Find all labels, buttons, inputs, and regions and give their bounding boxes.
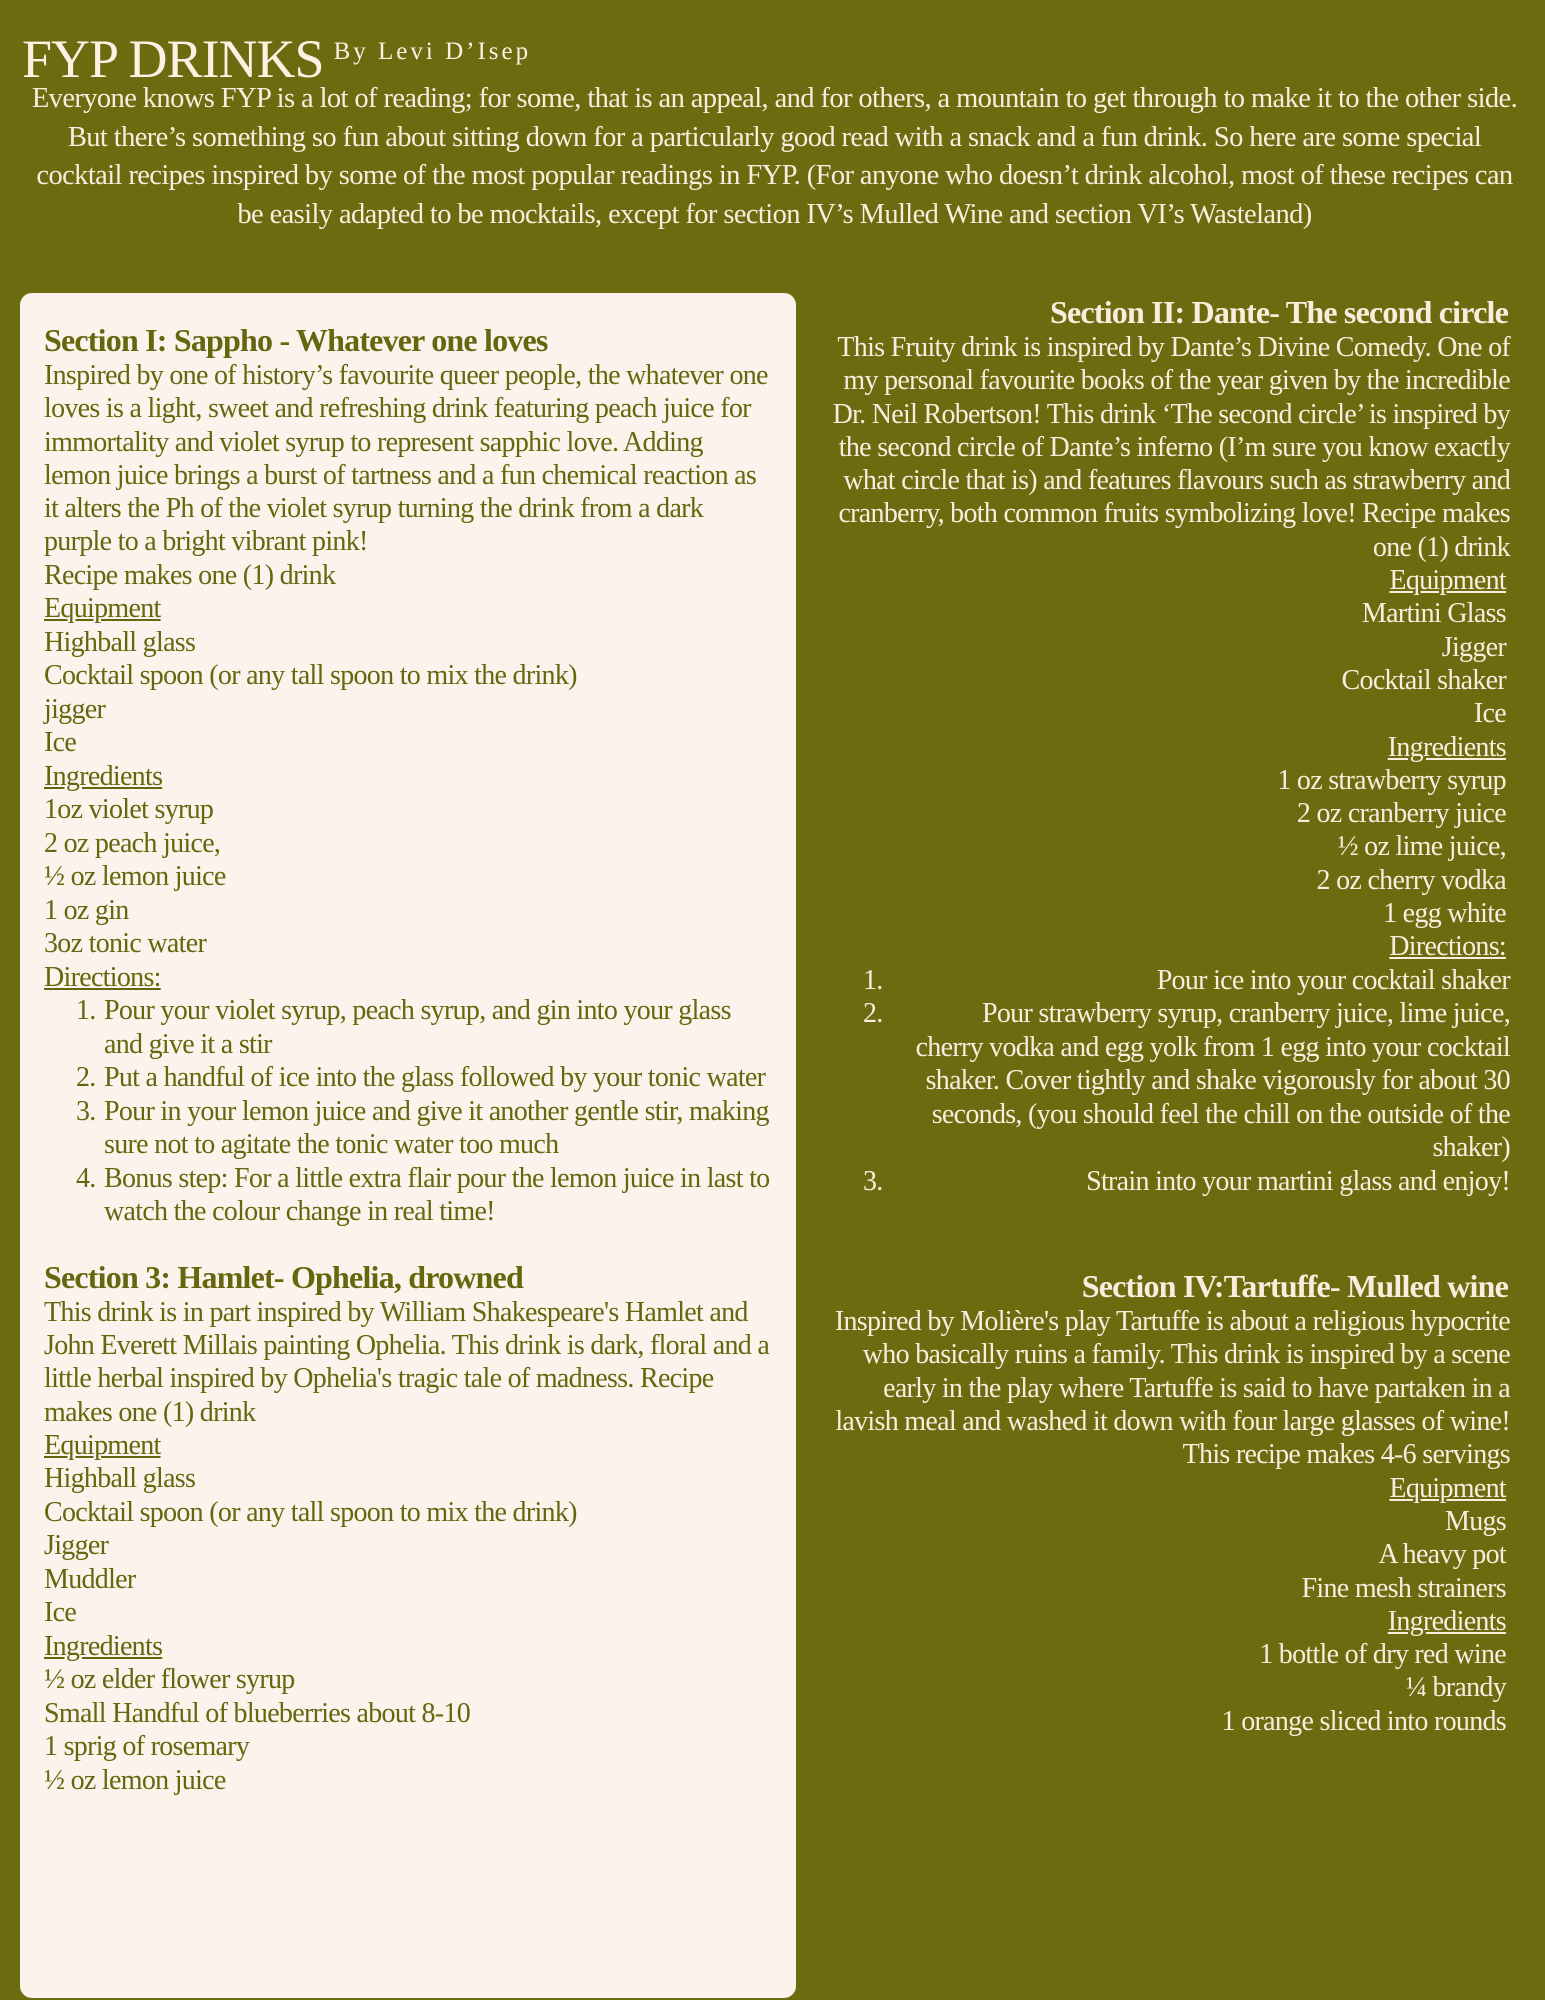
ingredient-item: ½ oz lemon juice [44,1764,226,1796]
section-description: This Fruity drink is inspired by Dante’s Divine Comedy. One of my personal favourite books of the year given by the incredible Dr. Neil Robertson! This drink ‘The second circle’ is inspired by the second circle of Dante’s inferno (I’m sure you know exactly what circle that is) and features flavours such as strawberry and cranberry, both common fruits symbolizing love! Recipe makes one (1) drink [832,332,1510,563]
equipment-item: Fine mesh strainers [1301,1572,1506,1604]
equipment-item: Cocktail spoon (or any tall spoon to mix the drink) [44,1496,577,1528]
direction-step [76,1061,772,1095]
directions-label: Directions: [1389,931,1506,963]
direction-step [815,997,1510,1165]
section-heading: Section IV:Tartuffe- Mulled wine [1081,1268,1508,1305]
section-tartuffe [815,1267,1510,1738]
direction-step [76,1095,772,1162]
step-number: 2. [863,998,883,1030]
ingredient-item: 2 oz peach juice, [44,827,221,859]
step-number: 2. [76,1062,96,1094]
equipment-item: jigger [44,693,106,725]
ingredients-label: Ingredients [1387,1605,1506,1637]
ingredient-item: 1oz violet syrup [44,794,214,826]
ingredient-item: 1 egg white [1383,898,1506,930]
direction-step [815,1165,1510,1199]
intro-paragraph: Everyone knows FYP is a lot of reading; for some, that is an appeal, and for others, a mountain to get through to make it to the other side. But there’s something so fun about sitting down for a particularly good read with a snack and a fun drink. So here are some special cocktail recipes inspired by some of the most popular readings in FYP. (For anyone who doesn’t drink alcohol, most of these recipes can be easily adapted to be mocktails, except for section IV’s Mulled Wine and section VI’s Wasteland) [31,83,1518,230]
direction-step [76,994,772,1061]
equipment-item: Ice [44,1597,77,1629]
equipment-item: Cocktail shaker [1341,664,1506,696]
step-number: 1. [76,995,96,1027]
ingredient-item: Small Handful of blueberries about 8-10 [44,1697,471,1729]
equipment-item: Martini Glass [1361,598,1506,630]
equipment-item: Ice [44,727,77,759]
ingredient-item: ½ oz lemon juice [44,861,226,893]
equipment-label: Equipment [1389,1472,1506,1504]
directions-label: Directions: [44,961,161,993]
equipment-label: Equipment [44,1429,161,1461]
ingredient-item: 2 oz cranberry juice [1296,798,1506,830]
step-text: Pour ice into your cocktail shaker [1156,964,1510,996]
section-heading: Section 3: Hamlet- Ophelia, drowned [44,1258,523,1295]
equipment-item: Mugs [1445,1505,1506,1537]
section-heading: Section I: Sappho - Whatever one loves [44,322,548,358]
ingredient-item: 1 oz strawberry syrup [1277,764,1506,796]
ingredient-item: 1 orange sliced into rounds [1221,1705,1506,1737]
section-heading: Section II: Dante- The second circle [1050,294,1508,330]
ingredient-item: 3oz tonic water [44,928,207,960]
section-sappho [44,321,772,1229]
ingredients-label: Ingredients [44,1630,163,1662]
section-description: Inspired by Molière's play Tartuffe is about a religious hypocrite who basically ruins a family. This drink is inspired by a scene early in the play where Tartuffe is said to have partaken in a lavish meal and washed it down with four large glasses of wine! This recipe makes 4-6 servings [834,1306,1510,1471]
directions-list [44,994,772,1229]
serving-note: Recipe makes one (1) drink [44,559,336,591]
step-text: Pour strawberry syrup, cranberry juice, lime juice, cherry vodka and egg yolk from 1 egg into your cocktail shaker. Cover tightly and shake vigorously for about 30 seconds, (you should feel the chill on the outside of the shaker) [915,998,1510,1164]
directions-list [815,964,1510,1199]
right-column [815,293,1510,1738]
step-text: Strain into your martini glass and enjoy! [1086,1165,1510,1197]
step-number: 1. [863,964,883,996]
ingredient-item: ½ oz elder flower syrup [44,1664,295,1696]
equipment-item: Jigger [1441,631,1506,663]
section-hamlet [44,1258,772,1798]
left-panel [20,293,796,1998]
equipment-item: Jigger [44,1530,109,1562]
ingredients-label: Ingredients [1387,731,1506,763]
equipment-item: Highball glass [44,1463,196,1495]
equipment-label: Equipment [44,593,161,625]
equipment-item: A heavy pot [1378,1539,1506,1571]
step-number: 4. [76,1162,96,1194]
ingredient-item: ½ oz lime juice, [1337,831,1506,863]
section-description: This drink is in part inspired by William Shakespeare's Hamlet and John Everett Millais painting Ophelia. This drink is dark, floral and a little herbal inspired by Ophelia's tragic tale of madness. Recipe makes one (1) drink [44,1296,770,1428]
equipment-item: Ice [1473,698,1506,730]
direction-step [815,964,1510,998]
equipment-item: Highball glass [44,626,196,658]
step-number: 3. [863,1165,883,1197]
ingredient-item: 1 sprig of rosemary [44,1731,250,1763]
step-text: Put a handful of ice into the glass followed by your tonic water [104,1062,766,1094]
step-text: Pour your violet syrup, peach syrup, and gin into your glass and give it a stir [104,995,731,1060]
ingredient-item: 1 bottle of dry red wine [1259,1639,1506,1671]
direction-step [76,1162,772,1229]
step-text: Pour in your lemon juice and give it another gentle stir, making sure not to agitate the tonic water too much [104,1095,769,1161]
step-text: Bonus step: For a little extra flair pour the lemon juice in last to watch the colour change in real time! [104,1162,770,1228]
step-number: 3. [76,1095,96,1127]
equipment-label: Equipment [1389,565,1506,597]
ingredients-label: Ingredients [44,760,163,792]
ingredient-item: ¼ brandy [1405,1672,1506,1704]
section-description: Inspired by one of history’s favourite queer people, the whatever one loves is a light, sweet and refreshing drink featuring peach juice for immortality and violet syrup to represent sapphic love. Adding lemon juice brings a burst of tartness and a fun chemical reaction as it alters the Ph of the violet syrup turning the drink from a dark purple to a bright vibrant pink! [44,360,768,558]
equipment-item: Muddler [44,1563,136,1595]
equipment-item: Cocktail spoon (or any tall spoon to mix the drink) [44,660,577,692]
section-dante [815,293,1510,1198]
page-title: FYP DRINKS [22,29,324,89]
ingredient-item: 1 oz gin [44,894,129,926]
byline: By Levi D’Isep [333,38,532,65]
ingredient-item: 2 oz cherry vodka [1316,864,1506,896]
